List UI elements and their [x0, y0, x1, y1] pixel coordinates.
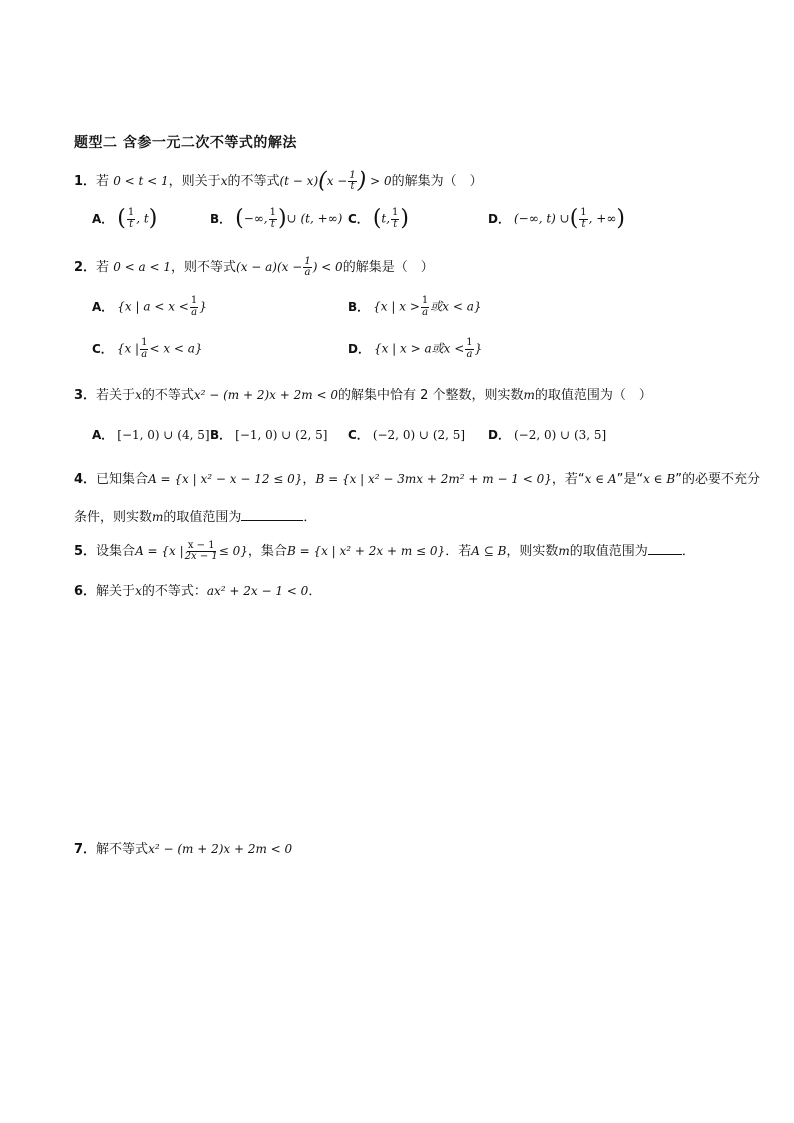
section-title: 题型二 含参一元二次不等式的解法 — [74, 135, 297, 151]
option-3b[interactable]: B． [−1, 0) ∪ (2, 5] — [210, 428, 328, 442]
option-3c[interactable]: C． (−2, 0) ∪ (2, 5] — [348, 428, 466, 442]
question-number: 1． — [74, 174, 97, 189]
option-2a[interactable]: A． {x | a < x < $\frac{1}{a}$ } — [92, 295, 207, 318]
question-4: 4．已知集合A = {x | x² − x − 12 ≤ 0}，B = {x | x² − 3mx + 2m² + m − 1 < 0}，若“x ∈ A”是“x ∈ B”的必要不充分 — [74, 472, 760, 487]
option-3a[interactable]: A． [−1, 0) ∪ (4, 5] — [92, 428, 210, 442]
answer-blank[interactable] — [648, 554, 682, 555]
question-4-line-2: 条件，则实数m的取值范围为 ． — [74, 510, 317, 525]
option-1d[interactable]: D． (−∞, t) ∪( $\frac{1}{t}$ , +∞) — [488, 206, 625, 231]
answer-blank[interactable] — [241, 520, 303, 521]
option-3d[interactable]: D． (−2, 0) ∪ (3, 5] — [488, 428, 607, 442]
option-1a[interactable]: A． ( $\frac{1}{t}$ , t) — [92, 206, 158, 231]
question-3: 3．若关于x的不等式x² − (m + 2)x + 2m < 0的解集中恰有 2 个整数，则实数m的取值范围为（ ） — [74, 388, 652, 403]
condition: 0 < t < 1 — [113, 174, 169, 188]
inequality: (x − a)(x − $\frac{1}{a}$ ) < 0 — [236, 255, 343, 278]
option-2d[interactable]: D． {x | x > a或x < $\frac{1}{a}$ } — [348, 337, 483, 360]
question-2: 2．若 0 < a < 1，则不等式(x − a)(x − $\frac{1}{a}$ ) < 0的解集是（ ） — [74, 255, 434, 278]
option-2b[interactable]: B． {x | x > $\frac{1}{a}$ 或x < a} — [348, 295, 482, 318]
question-6: 6．解关于x的不等式：ax² + 2x − 1 < 0． — [74, 584, 322, 599]
option-1c[interactable]: C． (t, $\frac{1}{t}$ ) — [348, 206, 410, 231]
question-1: 1．若 0 < t < 1，则关于x的不等式(t − x)(x − $\frac{1}{t}$ ) > 0的解集为（ ） — [74, 168, 483, 194]
question-5: 5．设集合A = {x | $\frac{x - 1}{2x - 1}$ ≤ 0}，集合B = {x | x² + 2x + m ≤ 0}．若A ⊆ B，则实数m的取值范围为 ． — [74, 539, 695, 562]
question-7: 7．解不等式x² − (m + 2)x + 2m < 0 — [74, 842, 293, 857]
option-1b[interactable]: B． (−∞, $\frac{1}{t}$ )∪ (t, +∞) — [210, 206, 343, 231]
inequality: (t − x)(x − $\frac{1}{t}$ ) > 0 — [279, 168, 392, 194]
option-2c[interactable]: C． {x | $\frac{1}{a}$ < x < a} — [92, 337, 203, 360]
